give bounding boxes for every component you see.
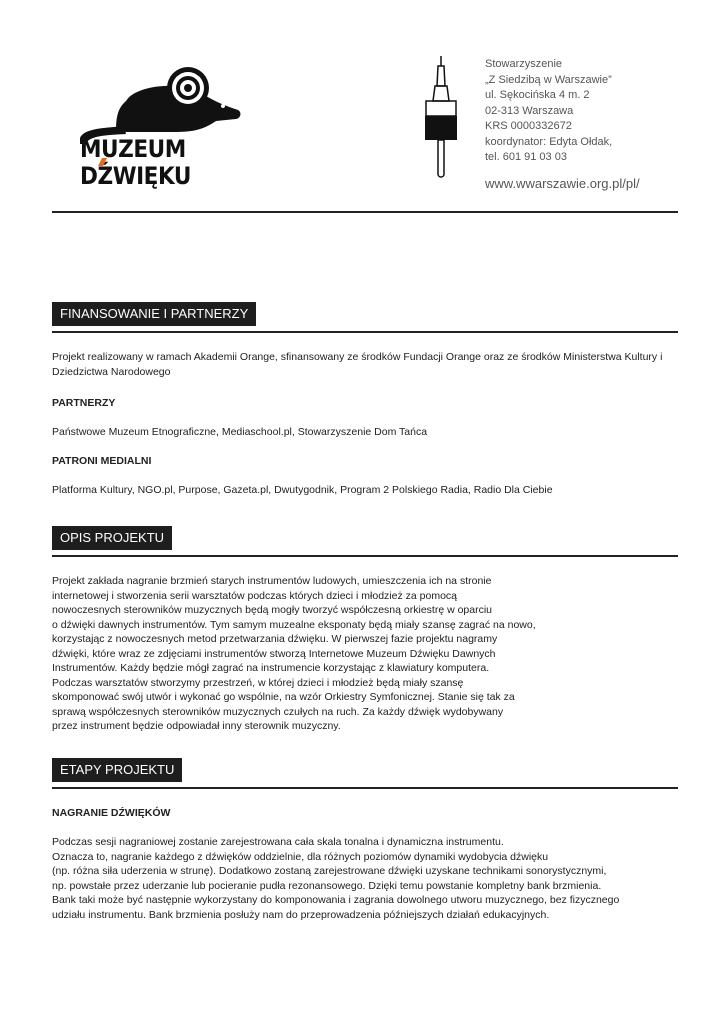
description-line: korzystając z nowoczesnych metod przetwarzania dźwięku. W pierwszej fazie projektu nagramy (52, 633, 498, 645)
section-divider (52, 331, 678, 333)
description-line: internetowej i stworzenia serii warsztatów podczas których dzieci i młodzież za pomocą (52, 589, 457, 602)
description-line: Projekt zakłada nagranie brzmień starych instrumentów ludowych, umieszczenia ich na stronie (52, 575, 492, 587)
stages-subheading: NAGRANIE DŹWIĘKÓW (52, 807, 171, 819)
description-line: sprawą współczesnych sterowników muzycznych czułych na ruch. Za każdy dźwięk wydobywany (52, 705, 504, 718)
stages-line: np. powstałe przez uderzanie lub pocieranie pudła rezonansowego. Dzięki temu powstanie kompletny bank brzmienia. (52, 879, 602, 892)
description-line: przez instrument będzie odpowiadał inny sterownik muzyczny. (52, 720, 341, 732)
stages-line: Podczas sesji nagraniowej zostanie zarejestrowana cała skala tonalna i dynamiczna instrumentu. (52, 836, 504, 848)
section-title-description: OPIS PROJEKTU (52, 526, 172, 550)
section-title-finance: FINANSOWANIE I PARTNERZY (52, 302, 256, 326)
address-line: 02-313 Warszawa (485, 104, 574, 117)
description-line: dźwięki, które wraz ze zdjęciami instrumentów stworzą Internetowe Muzeum Dźwięku Dawnych (52, 647, 496, 660)
address-line: Stowarzyszenie (485, 58, 563, 70)
partners-heading: PARTNERZY (52, 397, 116, 409)
description-line: o dźwięki dawnych instrumentów. Tym samym muzealne eksponaty będą miały szansę zagrać na nowo, (52, 618, 536, 631)
address-line: tel. 601 91 03 03 (485, 151, 567, 163)
header-divider (52, 211, 678, 213)
stages-text (52, 835, 682, 922)
contact-address (485, 57, 612, 166)
address-line: KRS 0000332672 (485, 120, 572, 132)
description-text (52, 574, 682, 734)
logo-wordmark (80, 136, 191, 190)
media-text: Platforma Kultury, NGO.pl, Purpose, Gazeta.pl, Dwutygodnik, Program 2 Polskiego Radia, Radio Dla Ciebie (52, 484, 553, 496)
stages-line: Bank taki może być następnie wykorzystany do komponowania i zagrania dowolnego utworu muzycznego, bez fizycznego (52, 894, 620, 906)
stages-line: Oznacza to, nagranie każdego z dźwięków oddzielnie, dla różnych poziomów dynamiki wydobycia dźwięku (52, 850, 549, 863)
description-line: nowoczesnych sterowników muzycznych będą mogły tworzyć współczesną orkiestrę w oparciu (52, 604, 493, 616)
logo-line-2: DŹWIĘKU (80, 162, 191, 190)
address-line: ul. Sękocińska 4 m. 2 (485, 89, 590, 101)
media-heading: PATRONI MEDIALNI (52, 455, 152, 467)
section-divider (52, 555, 678, 557)
paintbrush-icon (418, 56, 464, 181)
section-title-stages: ETAPY PROJEKTU (52, 758, 182, 782)
address-line: koordynator: Edyta Ołdak, (485, 135, 613, 148)
description-line: Instrumentów. Każdy będzie mógł zagrać na instrumencie korzystając z klawiatury komputera. (52, 662, 490, 674)
stages-line: udziału instrumentu. Bank brzmienia posłuży nam do przeprowadzenia późniejszych działań edukacyjnych. (52, 908, 550, 921)
stages-line: (np. różna siła uderzenia w strunę). Dodatkowo zostaną zarejestrowane dźwięki uzyskane technikami sonorystycznymi, (52, 865, 607, 877)
partners-text: Państwowe Muzeum Etnograficzne, Mediaschool.pl, Stowarzyszenie Dom Tańca (52, 426, 428, 438)
description-line: skomponować swój utwór i wykonać go wspólnie, na wzór Orkiestry Symfonicznej. Stanie się tak za (52, 691, 515, 703)
website-link[interactable]: www.wwarszawie.org.pl/pl/ (485, 176, 640, 191)
description-line: Podczas warsztatów stworzymy przestrzeń, w której dzieci i młodzież będą miały szansę (52, 676, 464, 689)
logo-line-1: MUZEUM (80, 135, 186, 163)
section-divider (52, 787, 678, 789)
finance-text: Projekt realizowany w ramach Akademii Orange, sfinansowany ze środków Fundacji Orange oraz ze środków Ministerstwa Kultury i Dziedzictwa Narodowego (52, 351, 663, 378)
address-line: „Z Siedzibą w Warszawie” (485, 73, 612, 86)
